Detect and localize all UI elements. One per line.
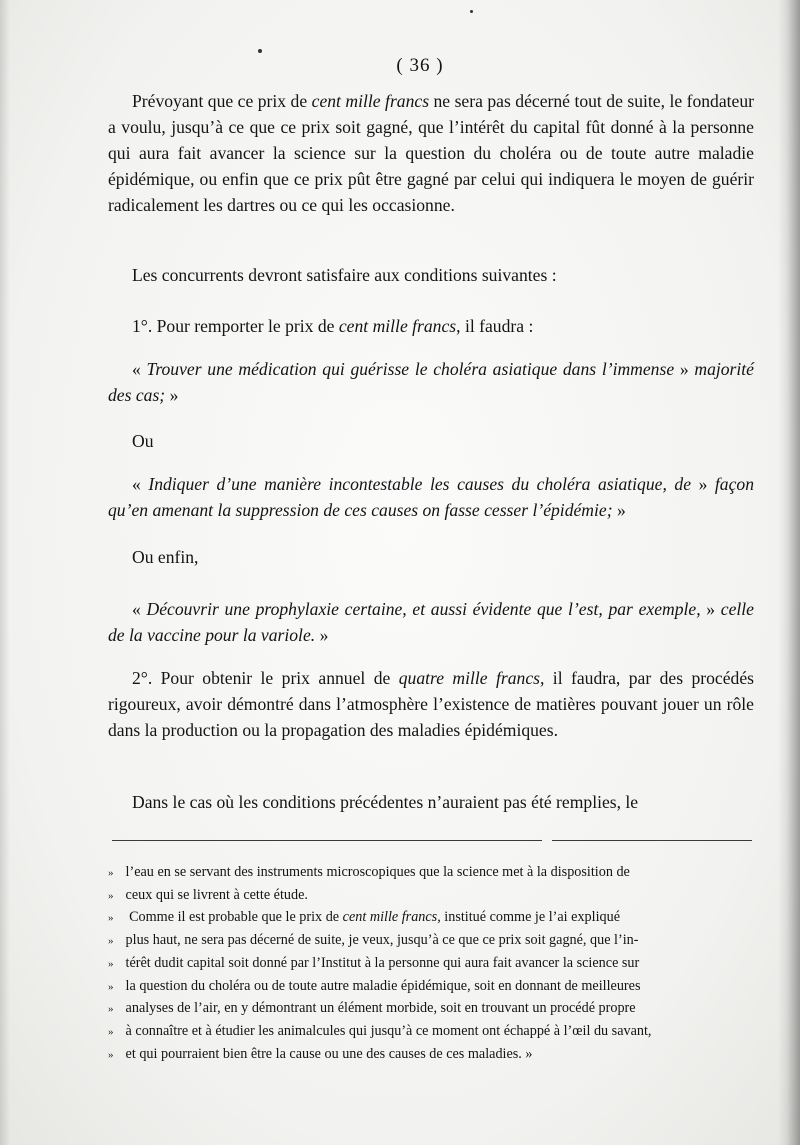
footnote-line: » l’eau en se servant des instruments microscopiques que la science met à la disposition de	[108, 864, 630, 880]
footnote-line: » Comme il est probable que le prix de cent mille francs, institué comme je l’ai expliqué	[108, 909, 621, 926]
or-finally-separator: Ou enfin,	[132, 547, 199, 567]
footnote-line: » et qui pourraient bien être la cause ou une des causes de ces maladies. »	[108, 1045, 533, 1062]
footnote-line: » la question du choléra ou de toute autre maladie épidémique, soit en donnant de meilleures	[108, 977, 641, 994]
paragraph-prize-intro: Prévoyant que ce prix de cent mille francs ne sera pas décerné tout de suite, le fondateur a voulu, jusqu’à ce que ce prix soit gagné, que l’intérêt du capital fût donné à la personne qui aura fait avancer la science sur la question du choléra ou de toute autre maladie épidémique, ou enfin que ce prix pût être gagné par celui qui indiquera le moyen de guérir radicalement les dartres ou ce qui les occasionne.	[108, 91, 755, 215]
footnote-separator-right	[552, 840, 752, 841]
footnote-line: » térêt dudit capital soit donné par l’Institut à la personne qui aura fait avancer la science sur	[108, 954, 640, 971]
footnote-line: » plus haut, ne sera pas décerné de suite, je veux, jusqu’à ce que ce prix soit gagné, que l’in-	[108, 932, 639, 949]
footnote-separator-left	[112, 840, 542, 841]
paragraph-condition-2: 2°. Pour obtenir le prix annuel de quatre mille francs, il faudra, par des procédés rigoureux, avoir démontré dans l’atmosphère l’existence de matières pouvant jouer un rôle dans la production ou la propagation des maladies épidémiques.	[108, 668, 754, 740]
quote-causes: « Indiquer d’une manière incontestable les causes du choléra asiatique, de » façon qu’en amenant la suppression de ces causes on fasse cesser l’épidémie; »	[108, 474, 754, 520]
paragraph-condition-1: 1°. Pour remporter le prix de cent mille francs, il faudra :	[132, 316, 534, 336]
quote-medication: « Trouver une médication qui guérisse le choléra asiatique dans l’immense » majorité des cas; »	[108, 359, 754, 405]
footnote-line: » ceux qui se livrent à cette étude.	[108, 886, 308, 903]
footnote-line: » analyses de l’air, en y démontrant un élément morbide, soit en trouvant un procédé propre	[108, 1000, 636, 1017]
page-number: ( 36 )	[396, 55, 444, 76]
page-left-edge-shadow	[0, 0, 10, 1145]
paragraph-fallback: Dans le cas où les conditions précédentes n’auraient pas été remplies, le	[132, 792, 639, 812]
quote-prophylaxis: « Découvrir une prophylaxie certaine, et aussi évidente que l’est, par exemple, » celle de la vaccine pour la variole. »	[108, 599, 754, 645]
paragraph-conditions: Les concurrents devront satisfaire aux conditions suivantes :	[132, 265, 557, 285]
or-separator: Ou	[132, 431, 154, 451]
page-right-edge-shadow	[778, 0, 800, 1145]
footnote-line: » à connaître et à étudier les animalcules qui jusqu’à ce moment ont échappé à l’œil du savant,	[108, 1022, 652, 1039]
print-speck	[470, 10, 473, 13]
print-speck	[258, 49, 262, 53]
footnote-block	[108, 862, 758, 1066]
